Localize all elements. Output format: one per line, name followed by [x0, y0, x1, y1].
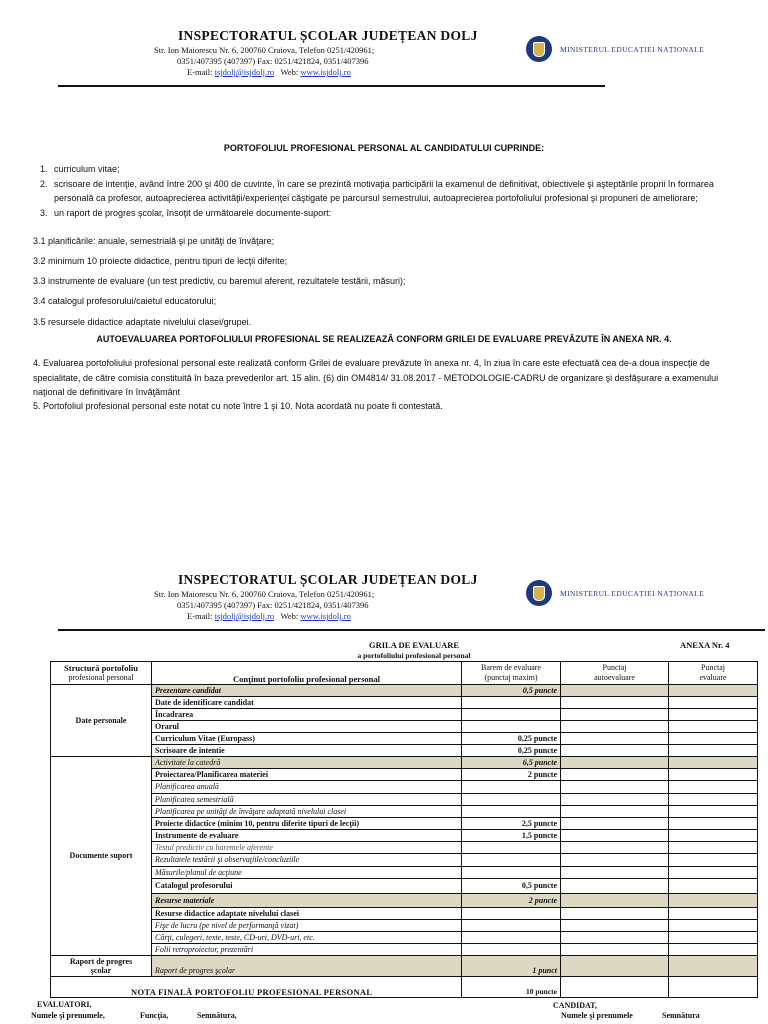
- eval-score-cell[interactable]: [669, 879, 758, 894]
- self-score-cell[interactable]: [561, 697, 669, 709]
- row-points: [462, 781, 561, 794]
- table-row: [51, 854, 758, 867]
- eval-score-cell[interactable]: [669, 854, 758, 867]
- self-score-cell[interactable]: [561, 879, 669, 894]
- row-content: Cărţi, culegeri, texte, teste, CD-uri, DVD-uri, etc.: [152, 932, 462, 944]
- row-content: Planificarea pe unităţi de învăţare adaptată nivelului clasei: [152, 806, 462, 818]
- address-line-1: Str. Ion Maiorescu Nr. 6, 200760 Craiova, Telefon 0251/420961;: [154, 45, 375, 55]
- address-line-2: 0351/407395 (407397) Fax: 0251/421824, 0351/407396: [177, 56, 369, 66]
- header-rule: [58, 85, 605, 87]
- email-link[interactable]: isjdolj@isjdolj.ro: [214, 67, 275, 77]
- portfolio-items: [0, 162, 735, 220]
- row-content: Curriculum Vitae (Europass): [152, 733, 462, 745]
- row-content: Scrisoare de intentie: [152, 745, 462, 757]
- eval-score-cell[interactable]: [669, 830, 758, 842]
- candidate-label: CANDIDAT,: [553, 1001, 597, 1010]
- row-points: 2 puncte: [462, 894, 561, 908]
- web-link[interactable]: www.isjdolj.ro: [300, 611, 351, 621]
- table-row: [51, 685, 758, 697]
- row-points: [462, 794, 561, 806]
- email-label: E-mail:: [187, 611, 213, 621]
- email-label: E-mail:: [187, 67, 213, 77]
- table-row: [51, 757, 758, 769]
- web-label: Web:: [280, 611, 299, 621]
- table-row: [51, 745, 758, 757]
- self-score-cell[interactable]: [561, 944, 669, 956]
- table-row: [51, 781, 758, 794]
- table-row: [51, 697, 758, 709]
- self-score-cell[interactable]: [561, 920, 669, 932]
- col-header-structure: Structură portofoliu profesional personal: [51, 662, 152, 685]
- self-score-cell[interactable]: [561, 721, 669, 733]
- eval-score-cell[interactable]: [669, 932, 758, 944]
- table-header-row: [51, 662, 758, 685]
- col-header-eval-score: Punctaj evaluare: [669, 662, 758, 685]
- table-row: [51, 830, 758, 842]
- eval-score-cell[interactable]: [669, 867, 758, 879]
- table-row: [51, 842, 758, 854]
- row-points: 1,5 puncte: [462, 830, 561, 842]
- row-content: Planificarea semestrială: [152, 794, 462, 806]
- row-points: 0,5 puncte: [462, 879, 561, 894]
- table-row: [51, 879, 758, 894]
- eval-score-cell[interactable]: [669, 908, 758, 920]
- row-points: 0,25 puncte: [462, 745, 561, 757]
- table-row: [51, 944, 758, 956]
- list-item: 1. curriculum vitae;: [50, 162, 735, 177]
- row-points: 6,5 puncte: [462, 757, 561, 769]
- ministry-name: MINISTERUL EDUCAȚIEI NAȚIONALE: [560, 44, 705, 54]
- self-score-cell[interactable]: [561, 818, 669, 830]
- portfolio-title: PORTOFOLIUL PROFESIONAL PERSONAL AL CANDIDATULUI CUPRINDE:: [223, 143, 545, 153]
- row-points: 2,5 puncte: [462, 818, 561, 830]
- coat-of-arms-icon: [526, 580, 552, 606]
- row-content: Raport de progres şcolar: [152, 956, 462, 977]
- self-score-cell[interactable]: [561, 745, 669, 757]
- row-points: [462, 854, 561, 867]
- row-points: [462, 697, 561, 709]
- self-score-cell[interactable]: [561, 867, 669, 879]
- table-row: [51, 956, 758, 977]
- self-score-cell[interactable]: [561, 781, 669, 794]
- self-score-cell[interactable]: [561, 956, 669, 977]
- ministry-name: MINISTERUL EDUCAȚIEI NAȚIONALE: [560, 588, 705, 598]
- row-content: Testul predictiv cu baremele aferente: [152, 842, 462, 854]
- row-points: 1 punct: [462, 956, 561, 977]
- eval-score-cell[interactable]: [669, 956, 758, 977]
- section-raport-progres: Raport de progres şcolar: [51, 956, 152, 977]
- final-grade-label: NOTA FINALĂ PORTOFOLIU PROFESIONAL PERSONAL: [51, 977, 462, 998]
- row-content: Proiecte didactice (minim 10, pentru diferite tipuri de lecţii): [152, 818, 462, 830]
- self-score-cell[interactable]: [561, 894, 669, 908]
- self-score-cell[interactable]: [561, 932, 669, 944]
- grid-title: GRILA DE EVALUARE: [368, 640, 460, 650]
- table-row: [51, 709, 758, 721]
- section-documente-suport: Documente suport: [51, 757, 152, 956]
- table-row: [51, 806, 758, 818]
- institution-title: INSPECTORATUL ȘCOLAR JUDEȚEAN DOLJ: [178, 28, 478, 43]
- header-rule: [58, 629, 765, 631]
- self-score-cell[interactable]: [561, 908, 669, 920]
- self-score-cell[interactable]: [561, 854, 669, 867]
- final-eval-score-cell[interactable]: [669, 977, 758, 998]
- row-content: Prezentare candidat: [152, 685, 462, 697]
- address-line-2: 0351/407395 (407397) Fax: 0251/421824, 0351/407396: [177, 600, 369, 610]
- paragraph-5: 5. Portofoliul profesional personal este notat cu note între 1 şi 10. Nota acordată nu poate fi contestată.: [33, 401, 443, 411]
- row-content: Încadrarea: [152, 709, 462, 721]
- eval-score-cell[interactable]: [669, 781, 758, 794]
- evaluator-function-label: Funcţia,: [140, 1011, 169, 1020]
- self-score-cell[interactable]: [561, 757, 669, 769]
- eval-score-cell[interactable]: [669, 894, 758, 908]
- row-content: Resurse materiale: [152, 894, 462, 908]
- subitem-3-2: 3.2 minimum 10 proiecte didactice, pentru tipuri de lecţii diferite;: [33, 256, 288, 266]
- list-item: 3. un raport de progres şcolar, însoţit de următoarele documente-suport:: [50, 206, 735, 221]
- eval-score-cell[interactable]: [669, 794, 758, 806]
- row-content: Activitate la catedră: [152, 757, 462, 769]
- contact-line: [187, 67, 351, 78]
- table-row: [51, 908, 758, 920]
- row-content: Rezultatele testării şi observaţiile/concluziile: [152, 854, 462, 867]
- row-points: 2 puncte: [462, 769, 561, 781]
- evaluator-signature-label: Semnătura,: [197, 1011, 237, 1020]
- eval-score-cell[interactable]: [669, 944, 758, 956]
- eval-score-cell[interactable]: [669, 757, 758, 769]
- row-content: Fişe de lucru (pe nivel de performanţă vizat): [152, 920, 462, 932]
- autoevaluare-note: AUTOEVALUAREA PORTOFOLIULUI PROFESIONAL SE REALIZEAZĂ CONFORM GRILEI DE EVALUARE PREVĂZUTE ÎN ANEXA NR. 4.: [96, 334, 672, 344]
- final-grade-row: [51, 977, 758, 998]
- final-grade-points: 10 puncte: [462, 977, 561, 998]
- row-points: [462, 709, 561, 721]
- self-score-cell[interactable]: [561, 709, 669, 721]
- contact-line: [187, 611, 351, 622]
- self-score-cell[interactable]: [561, 685, 669, 697]
- eval-score-cell[interactable]: [669, 920, 758, 932]
- row-points: [462, 867, 561, 879]
- self-score-cell[interactable]: [561, 733, 669, 745]
- web-label: Web:: [280, 67, 299, 77]
- evaluator-name-label: Numele şi prenumele,: [31, 1011, 105, 1020]
- row-content: Orarul: [152, 721, 462, 733]
- coat-of-arms-icon: [526, 36, 552, 62]
- candidate-name-label: Numele şi prenumele: [561, 1011, 633, 1020]
- row-points: 0,5 puncte: [462, 685, 561, 697]
- table-row: [51, 794, 758, 806]
- row-points: [462, 721, 561, 733]
- eval-score-cell[interactable]: [669, 721, 758, 733]
- self-score-cell[interactable]: [561, 806, 669, 818]
- row-content: Date de identificare candidat: [152, 697, 462, 709]
- row-points: [462, 908, 561, 920]
- grid-subtitle: a portofoliului profesional personal: [357, 651, 471, 660]
- eval-score-cell[interactable]: [669, 685, 758, 697]
- row-content: Măsurile/planul de acţiune: [152, 867, 462, 879]
- row-points: 0,25 puncte: [462, 733, 561, 745]
- row-content: Instrumente de evaluare: [152, 830, 462, 842]
- eval-score-cell[interactable]: [669, 697, 758, 709]
- evaluation-grid: [50, 661, 758, 998]
- eval-score-cell[interactable]: [669, 769, 758, 781]
- eval-score-cell[interactable]: [669, 842, 758, 854]
- table-row: [51, 867, 758, 879]
- subitem-3-5: 3.5 resursele didactice adaptate nivelului clasei/grupei.: [33, 317, 252, 327]
- table-row: [51, 733, 758, 745]
- subitem-3-4: 3.4 catalogul profesorului/caietul educatorului;: [33, 296, 217, 306]
- row-content: Folii retroproiector, prezentări: [152, 944, 462, 956]
- eval-score-cell[interactable]: [669, 745, 758, 757]
- section-date-personale: Date personale: [51, 685, 152, 757]
- address-line-1: Str. Ion Maiorescu Nr. 6, 200760 Craiova, Telefon 0251/420961;: [154, 589, 375, 599]
- self-score-cell[interactable]: [561, 842, 669, 854]
- final-self-score-cell[interactable]: [561, 977, 669, 998]
- col-header-self-score: Punctaj autoevaluare: [561, 662, 669, 685]
- eval-score-cell[interactable]: [669, 818, 758, 830]
- self-score-cell[interactable]: [561, 769, 669, 781]
- self-score-cell[interactable]: [561, 830, 669, 842]
- table-row: [51, 932, 758, 944]
- table-row: [51, 894, 758, 908]
- table-row: [51, 721, 758, 733]
- row-points: [462, 932, 561, 944]
- col-header-content: Conţinut portofoliu profesional personal: [152, 662, 462, 685]
- ministry-logo: [526, 36, 704, 62]
- evaluators-label: EVALUATORI,: [37, 1000, 92, 1009]
- institution-title: INSPECTORATUL ȘCOLAR JUDEȚEAN DOLJ: [178, 572, 478, 587]
- row-content: Catalogul profesorului: [152, 879, 462, 894]
- row-points: [462, 842, 561, 854]
- annex-label: ANEXA Nr. 4: [680, 640, 730, 650]
- eval-score-cell[interactable]: [669, 806, 758, 818]
- email-link[interactable]: isjdolj@isjdolj.ro: [214, 611, 275, 621]
- subitem-3-1: 3.1 planificările: anuale, semestrială şi pe unităţi de învăţare;: [33, 236, 275, 246]
- row-content: Planificarea anuală: [152, 781, 462, 794]
- row-points: [462, 806, 561, 818]
- row-content: Proiectarea/Planificarea materiei: [152, 769, 462, 781]
- row-points: [462, 944, 561, 956]
- eval-score-cell[interactable]: [669, 709, 758, 721]
- table-row: [51, 769, 758, 781]
- table-row: [51, 920, 758, 932]
- ministry-logo: [526, 580, 704, 606]
- candidate-signature-label: Semnătura: [662, 1011, 700, 1020]
- self-score-cell[interactable]: [561, 794, 669, 806]
- list-item: 2. scrisoare de intenţie, având între 200 şi 400 de cuvinte, în care se prezintă motivaţia participării la examenul de definitivat, obiectivele şi aşteptările proprii în formarea personală ca profesor, autoaprecierea activităţii/experienţei căştigate pe parcursul semestrului, autoaprecierea portofoliului profesional şi propuneri de ameliorare;: [50, 177, 735, 206]
- eval-score-cell[interactable]: [669, 733, 758, 745]
- col-header-barem: Barem de evaluare (punctaj maxim): [462, 662, 561, 685]
- row-content: Resurse didactice adaptate nivelului clasei: [152, 908, 462, 920]
- subitem-3-3: 3.3 instrumente de evaluare (un test predictiv, cu baremul aferent, rezultatele testării, măsuri);: [33, 276, 406, 286]
- paragraph-4: 4. Evaluarea portofoliului profesional personal este realizată conform Grilei de evaluare prevăzute în anexa nr. 4, în ziua în care este efectuată cea de-a doua inspecţie de specialitate, de către comisia constituită în baza prevederilor art. 15 alin. (6) din OM4814/ 31.08.2017 - METODOLOGIE-CADRU de organizare şi desfăşurare a examenului naţional de definitivare în învăţământ: [33, 358, 719, 397]
- web-link[interactable]: www.isjdolj.ro: [300, 67, 351, 77]
- row-points: [462, 920, 561, 932]
- table-row: [51, 818, 758, 830]
